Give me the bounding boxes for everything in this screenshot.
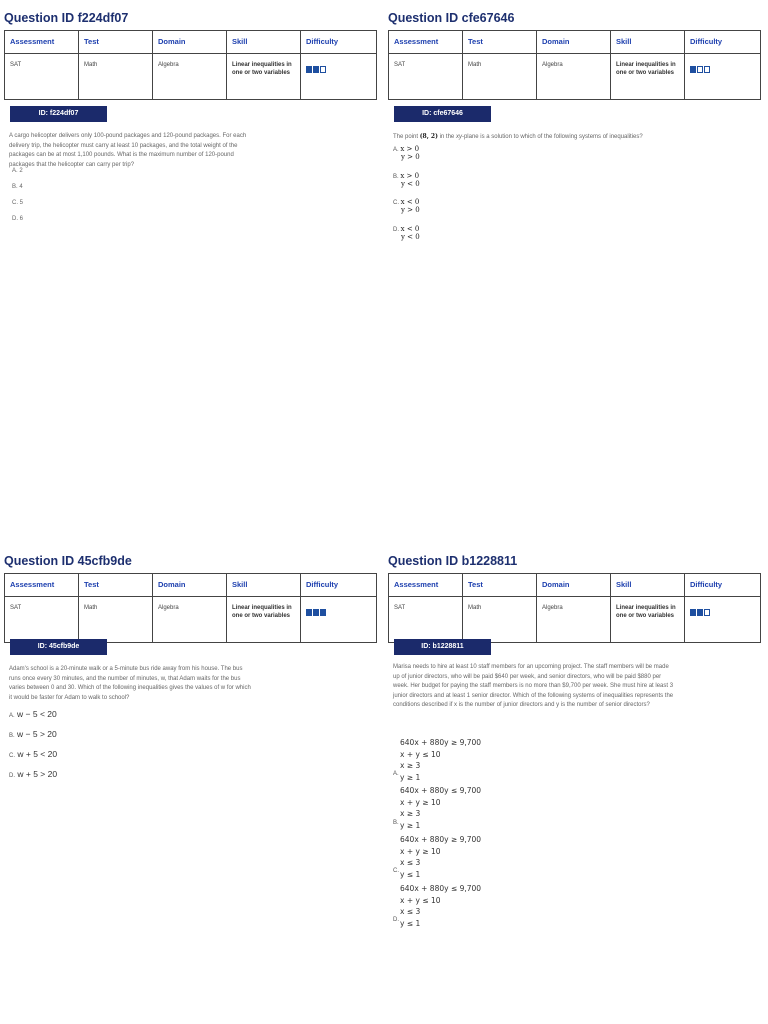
question-stem: Marisa needs to hire at least 10 staff members for an upcoming project. The staff members will be made up of junior directors, who will be paid $640 per week, and senior directors, who will be paid $880 per week. Her budget for paying the staff members is no more than $9,700 per week. She must hire at least 3 junior directors and at least 1 senior director. Which of the following systems of inequalities represents the conditions described if x is the number of junior directors and y is the number of senior directors? xyxy=(393,664,674,708)
option-d[interactable] xyxy=(393,225,420,241)
domain-value: Algebra xyxy=(153,597,227,643)
question-title: Question ID 45cfb9de xyxy=(4,554,132,568)
option-c[interactable]: C. 5 xyxy=(12,200,24,206)
option-label: A. xyxy=(393,147,399,153)
header-assessment: Assessment xyxy=(389,574,463,597)
difficulty-square-icon xyxy=(306,609,312,616)
assessment-value: SAT xyxy=(389,54,463,100)
skill-value: Linear inequalities in one or two variables xyxy=(227,597,301,643)
difficulty-square-icon xyxy=(697,66,703,73)
question-stem: Adam's school is a 20-minute walk or a 5-minute bus ride away from his house. The bus runs once every 30 minutes, and the number of minutes, w, that Adam waits for the bus varies between 0 and 30. Which of the following inequalities gives the values of w for which it would be faster for Adam to walk to school? xyxy=(9,666,251,701)
question-title: Question ID cfe67646 xyxy=(388,11,515,25)
header-difficulty: Difficulty xyxy=(301,574,377,597)
option-math: x > 0 y < 0 xyxy=(400,172,420,188)
header-test: Test xyxy=(79,574,153,597)
difficulty-value xyxy=(301,597,377,643)
difficulty-square-icon xyxy=(306,66,312,73)
question-b1228811 xyxy=(388,553,764,928)
id-badge: ID: 45cfb9de xyxy=(10,639,107,655)
header-domain: Domain xyxy=(537,31,611,54)
difficulty-square-icon xyxy=(690,66,696,73)
meta-header-row xyxy=(389,574,761,597)
difficulty-square-icon xyxy=(697,609,703,616)
option-b[interactable]: B. 4 xyxy=(12,184,23,190)
header-domain: Domain xyxy=(153,31,227,54)
question-stem: A cargo helicopter delivers only 100-pound packages and 120-pound packages. For each delivery trip, the helicopter must carry at least 10 packages, and the total weight of the packages can be at most 1,100 pounds. What is the maximum number of 120-pound packages that the helicopter can carry per trip? xyxy=(9,133,247,168)
question-meta-table xyxy=(388,30,761,100)
difficulty-square-icon xyxy=(704,66,710,73)
difficulty-square-icon xyxy=(690,609,696,616)
difficulty-indicator xyxy=(306,609,326,616)
option-lines: 640x + 880y ≥ 9,700 x + y ≤ 10 x ≥ 3 y ≥ 1 xyxy=(400,738,482,782)
difficulty-value xyxy=(685,54,761,100)
option-math: x < 0 y > 0 xyxy=(400,198,420,214)
option-expr: w + 5 > 20 xyxy=(17,769,58,779)
meta-value-row xyxy=(389,597,761,643)
question-45cfb9de xyxy=(4,553,380,779)
option-b[interactable]: B. w − 5 > 20 xyxy=(9,729,57,739)
option-lines: 640x + 880y ≥ 9,700 x + y ≥ 10 x ≤ 3 y ≤ 1 xyxy=(400,835,482,879)
domain-value: Algebra xyxy=(153,54,227,100)
difficulty-indicator xyxy=(306,66,326,73)
question-meta-table xyxy=(4,573,377,643)
difficulty-square-icon xyxy=(320,609,326,616)
option-c[interactable] xyxy=(393,198,420,214)
option-a[interactable]: A. w − 5 < 20 xyxy=(9,709,57,719)
difficulty-square-icon xyxy=(320,66,326,73)
option-expr: w − 5 < 20 xyxy=(17,709,57,719)
skill-value: Linear inequalities in one or two variables xyxy=(611,597,685,643)
question-stem xyxy=(393,132,693,143)
question-title: Question ID f224df07 xyxy=(4,11,129,25)
meta-value-row xyxy=(389,54,761,100)
option-label: B. xyxy=(393,174,399,180)
option-label: D. xyxy=(393,917,399,923)
meta-header-row xyxy=(5,574,377,597)
header-difficulty: Difficulty xyxy=(301,31,377,54)
option-lines: 640x + 880y ≤ 9,700 x + y ≥ 10 x ≥ 3 y ≥ 1 xyxy=(400,786,482,830)
meta-header-row xyxy=(5,31,377,54)
option-d[interactable]: D. 6 xyxy=(12,216,24,222)
difficulty-indicator xyxy=(690,609,710,616)
question-meta-table xyxy=(4,30,377,100)
header-test: Test xyxy=(463,31,537,54)
test-value: Math xyxy=(79,54,153,100)
header-assessment: Assessment xyxy=(5,31,79,54)
stem-text-3: -plane is a solution to which of the following systems of inequalities? xyxy=(461,134,643,140)
option-label: C. xyxy=(393,200,399,206)
domain-value: Algebra xyxy=(537,597,611,643)
stem-plane: xy xyxy=(455,134,462,140)
test-value: Math xyxy=(463,54,537,100)
option-math: x > 0 y > 0 xyxy=(400,145,420,161)
option-d[interactable]: D. w + 5 > 20 xyxy=(9,769,58,779)
domain-value: Algebra xyxy=(537,54,611,100)
header-domain: Domain xyxy=(153,574,227,597)
header-domain: Domain xyxy=(537,574,611,597)
option-label: B. xyxy=(393,820,399,826)
assessment-value: SAT xyxy=(389,597,463,643)
test-value: Math xyxy=(79,597,153,643)
question-cfe67646 xyxy=(388,10,764,241)
header-assessment: Assessment xyxy=(5,574,79,597)
stem-text-1: The point xyxy=(393,134,419,140)
option-c[interactable]: C. w + 5 < 20 xyxy=(9,749,58,759)
stem-point: (8, 2) xyxy=(419,133,438,140)
meta-value-row xyxy=(5,54,377,100)
option-b[interactable] xyxy=(393,172,420,188)
option-a[interactable] xyxy=(393,145,420,161)
header-difficulty: Difficulty xyxy=(685,31,761,54)
option-expr: w − 5 > 20 xyxy=(17,729,57,739)
header-skill: Skill xyxy=(227,31,301,54)
assessment-value: SAT xyxy=(5,597,79,643)
skill-value: Linear inequalities in one or two variables xyxy=(227,54,301,100)
option-label: A. xyxy=(393,771,399,777)
header-skill: Skill xyxy=(227,574,301,597)
question-f224df07 xyxy=(4,10,380,222)
meta-value-row xyxy=(5,597,377,643)
question-meta-table xyxy=(388,573,761,643)
header-skill: Skill xyxy=(611,574,685,597)
difficulty-square-icon xyxy=(704,609,710,616)
question-title: Question ID b1228811 xyxy=(388,554,518,568)
option-label: D. xyxy=(393,227,399,233)
difficulty-value xyxy=(685,597,761,643)
difficulty-square-icon xyxy=(313,609,319,616)
header-test: Test xyxy=(79,31,153,54)
id-badge: ID: b1228811 xyxy=(394,639,491,655)
meta-header-row xyxy=(389,31,761,54)
difficulty-indicator xyxy=(690,66,710,73)
header-difficulty: Difficulty xyxy=(685,574,761,597)
option-label: C. xyxy=(393,868,399,874)
stem-text-2: in the xyxy=(439,134,455,140)
header-assessment: Assessment xyxy=(389,31,463,54)
id-badge: ID: f224df07 xyxy=(10,106,107,122)
header-test: Test xyxy=(463,574,537,597)
difficulty-value xyxy=(301,54,377,100)
option-lines: 640x + 880y ≤ 9,700 x + y ≤ 10 x ≤ 3 y ≤ 1 xyxy=(400,884,482,928)
id-badge: ID: cfe67646 xyxy=(394,106,491,122)
skill-value: Linear inequalities in one or two variables xyxy=(611,54,685,100)
option-a[interactable]: A. 2 xyxy=(12,168,23,174)
option-expr: w + 5 < 20 xyxy=(17,749,58,759)
assessment-value: SAT xyxy=(5,54,79,100)
header-skill: Skill xyxy=(611,31,685,54)
difficulty-square-icon xyxy=(313,66,319,73)
option-math: x < 0 y < 0 xyxy=(400,225,420,241)
test-value: Math xyxy=(463,597,537,643)
